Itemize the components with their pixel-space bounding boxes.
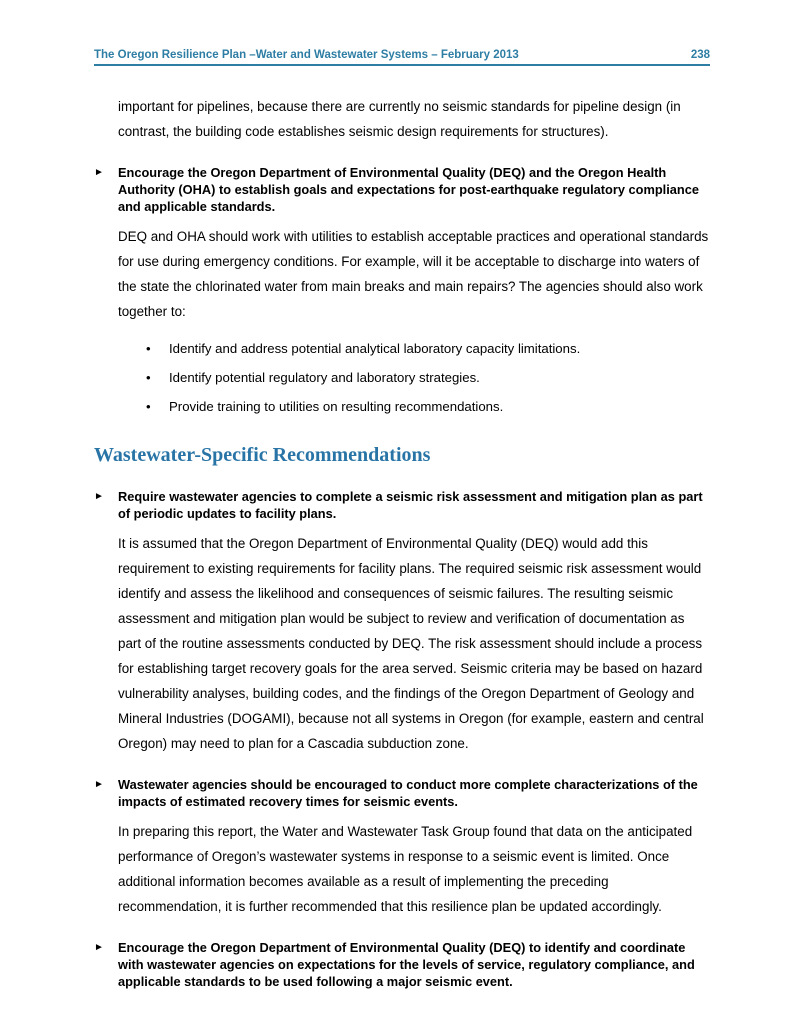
list-item-text: Identify potential regulatory and laboratory strategies. [169, 370, 480, 385]
page-number: 238 [690, 49, 710, 61]
recommendation-content [118, 776, 710, 919]
list-item [118, 340, 710, 358]
bullet-dot-icon: • [146, 399, 151, 414]
arrow-bullet-icon: ► [94, 779, 104, 790]
intro-paragraph: important for pipelines, because there are currently no seismic standards for pipeline design (in contrast, the building code establishes seismic design requirements for structures). [118, 99, 681, 139]
page-header [94, 48, 710, 66]
recommendation-item [94, 164, 710, 416]
recommendation-heading: Wastewater agencies should be encouraged to conduct more complete characterizations of the impacts of estimated recovery times for seismic events. [118, 777, 698, 809]
recommendation-item [94, 488, 710, 756]
recommendation-heading: Encourage the Oregon Department of Environmental Quality (DEQ) to identify and coordinate with wastewater agencies on expectations for the levels of service, regulatory compliance, and applicable standards to be used following a major seismic event. [118, 940, 695, 989]
list-item-text: Provide training to utilities on resulting recommendations. [169, 399, 504, 414]
bullet-dot-icon: • [146, 370, 151, 385]
recommendation-content [118, 939, 710, 990]
recommendation-paragraph: In preparing this report, the Water and Wastewater Task Group found that data on the anticipated performance of Oregon’s wastewater systems in response to a seismic event is limited. Once additional information becomes available as a result of implementing the preceding recommendation, it is further recommended that this resilience plan be updated accordingly. [118, 824, 693, 914]
recommendation-heading: Encourage the Oregon Department of Environmental Quality (DEQ) and the Oregon Health Authority (OHA) to establish goals and expectations for post-earthquake regulatory compliance and applicable standards. [118, 165, 699, 214]
recommendation-content [118, 164, 710, 416]
recommendation-item [94, 776, 710, 919]
arrow-bullet-icon: ► [94, 942, 104, 953]
recommendation-paragraph: DEQ and OHA should work with utilities to establish acceptable practices and operational standards for use during emergency conditions. For example, will it be acceptable to discharge into waters of the state the chlorinated water from main breaks and main repairs? The agencies should also work together to: [118, 229, 709, 319]
bullet-list [118, 340, 710, 416]
list-item [118, 398, 710, 416]
list-item [118, 369, 710, 387]
arrow-bullet-icon: ► [94, 167, 104, 178]
recommendation-paragraph: It is assumed that the Oregon Department of Environmental Quality (DEQ) would add this requirement to existing requirements for facility plans. The required seismic risk assessment would identify and assess the likelihood and consequences of seismic failures. The resulting seismic assessment and mitigation plan would be subject to review and verification of documentation as part of the routine assessments conducted by DEQ. The risk assessment should include a process for establishing target recovery goals for the area served. Seismic criteria may be based on hazard vulnerability analyses, building codes, and the findings of the Oregon Department of Geology and Mineral Industries (DOGAMI), because not all systems in Oregon (for example, eastern and central Oregon) may need to plan for a Cascadia subduction zone. [118, 536, 704, 751]
arrow-bullet-icon: ► [94, 491, 104, 502]
header-title: The Oregon Resilience Plan –Water and Wastewater Systems – February 2013 [94, 49, 519, 61]
section-heading: Wastewater-Specific Recommendations [94, 444, 431, 466]
list-item-text: Identify and address potential analytical laboratory capacity limitations. [169, 341, 581, 356]
recommendation-heading: Require wastewater agencies to complete a seismic risk assessment and mitigation plan as part of periodic updates to facility plans. [118, 489, 703, 521]
recommendation-content [118, 488, 710, 756]
page-content [94, 94, 710, 990]
bullet-dot-icon: • [146, 341, 151, 356]
recommendation-item [94, 939, 710, 990]
